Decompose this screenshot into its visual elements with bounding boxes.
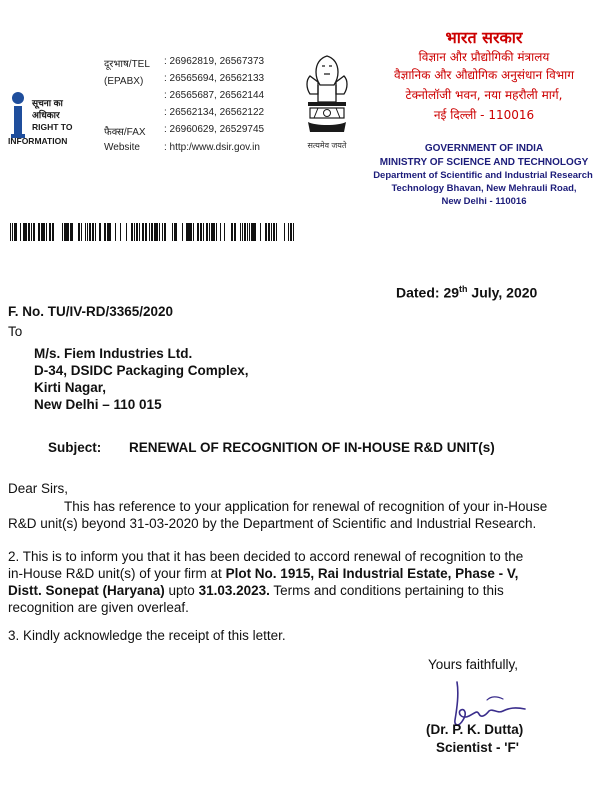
file-number: F. No. TU/IV-RD/3365/2020 xyxy=(8,304,174,319)
address-line-4: New Delhi – 110 015 xyxy=(34,397,162,412)
tel-value-3: : 26565687, 26562144 xyxy=(164,90,265,101)
header-hindi-line3: वैज्ञानिक और औद्योगिक अनुसंधान विभाग xyxy=(393,68,575,82)
subject-label: Subject: xyxy=(48,440,102,455)
tel-label: दूरभाष/TEL xyxy=(104,59,150,70)
signatory-name: (Dr. P. K. Dutta) xyxy=(426,722,524,737)
lion-capital-icon xyxy=(296,52,358,138)
epabx-label: (EPABX) xyxy=(104,76,144,87)
website-label: Website xyxy=(104,142,140,153)
header-english-line2: MINISTRY OF SCIENCE AND TECHNOLOGY xyxy=(379,157,589,168)
header-english-line4: Technology Bhavan, New Mehrauli Road, xyxy=(391,183,577,194)
paragraph-2: 2. This is to inform you that it has been decided to accord renewal of recognition to the in-House R&D unit(s) of your firm at Plot No. 1915, Rai Industrial Estate, Phase - V, Distt. Sonepat (Haryana) upto 31.03.2023. Terms and conditions pertaining to this recognition are given overleaf. xyxy=(8,549,524,615)
national-emblem xyxy=(296,52,358,156)
website-value: : http:/www.dsir.gov.in xyxy=(164,142,260,153)
tel-value-2: : 26565694, 26562133 xyxy=(164,73,265,84)
header-english-line1: GOVERNMENT OF INDIA xyxy=(424,143,544,154)
address-line-2: D-34, DSIDC Packaging Complex, xyxy=(34,363,249,378)
barcode xyxy=(10,223,294,241)
header-english-line3: Department of Scientific and Industrial Research xyxy=(373,170,593,181)
recipient-to: To xyxy=(8,324,23,339)
rti-english-line2: INFORMATION xyxy=(8,136,68,146)
header-hindi-line2: विज्ञान और प्रौद्योगिकी मंत्रालय xyxy=(418,50,550,64)
tel-value-1: : 26962819, 26567373 xyxy=(164,56,265,67)
address-line-1: M/s. Fiem Industries Ltd. xyxy=(34,346,193,361)
paragraph-3: 3. Kindly acknowledge the receipt of this letter. xyxy=(8,628,286,643)
rti-logo xyxy=(8,90,108,160)
emblem-motto: सत्यमेव जयते xyxy=(307,141,347,150)
header-hindi-line4: टेक्नोलॉजी भवन, नया महरौली मार्ग, xyxy=(405,88,563,102)
address-line-3: Kirti Nagar, xyxy=(34,380,107,395)
rti-english-line1: RIGHT TO xyxy=(32,122,73,132)
tel-value-4: : 26562134, 26562122 xyxy=(164,107,265,118)
header-hindi-line1: भारत सरकार xyxy=(445,28,523,47)
fax-value: : 26960629, 26529745 xyxy=(164,124,265,135)
fax-label: फैक्स/FAX xyxy=(104,127,146,138)
subject-text: RENEWAL OF RECOGNITION OF IN-HOUSE R&D UNIT(s) xyxy=(129,440,495,455)
letter-date: Dated: 29th July, 2020 xyxy=(396,284,538,301)
signatory-title: Scientist - 'F' xyxy=(436,740,519,755)
closing: Yours faithfully, xyxy=(428,657,519,672)
header-hindi-line5: नई दिल्ली - 110016 xyxy=(433,108,535,122)
salutation: Dear Sirs, xyxy=(8,481,69,496)
rti-hindi-line2: अधिकार xyxy=(32,110,60,120)
rti-emblem-icon xyxy=(8,90,28,140)
header-english-line5: New Delhi - 110016 xyxy=(441,196,527,207)
paragraph-1: This has reference to your application for renewal of recognition of your in-House R&D unit(s) beyond 31-03-2020 by the Department of Scientific and Industrial Research. xyxy=(8,499,548,531)
rti-hindi-line1: सूचना का xyxy=(32,98,63,108)
